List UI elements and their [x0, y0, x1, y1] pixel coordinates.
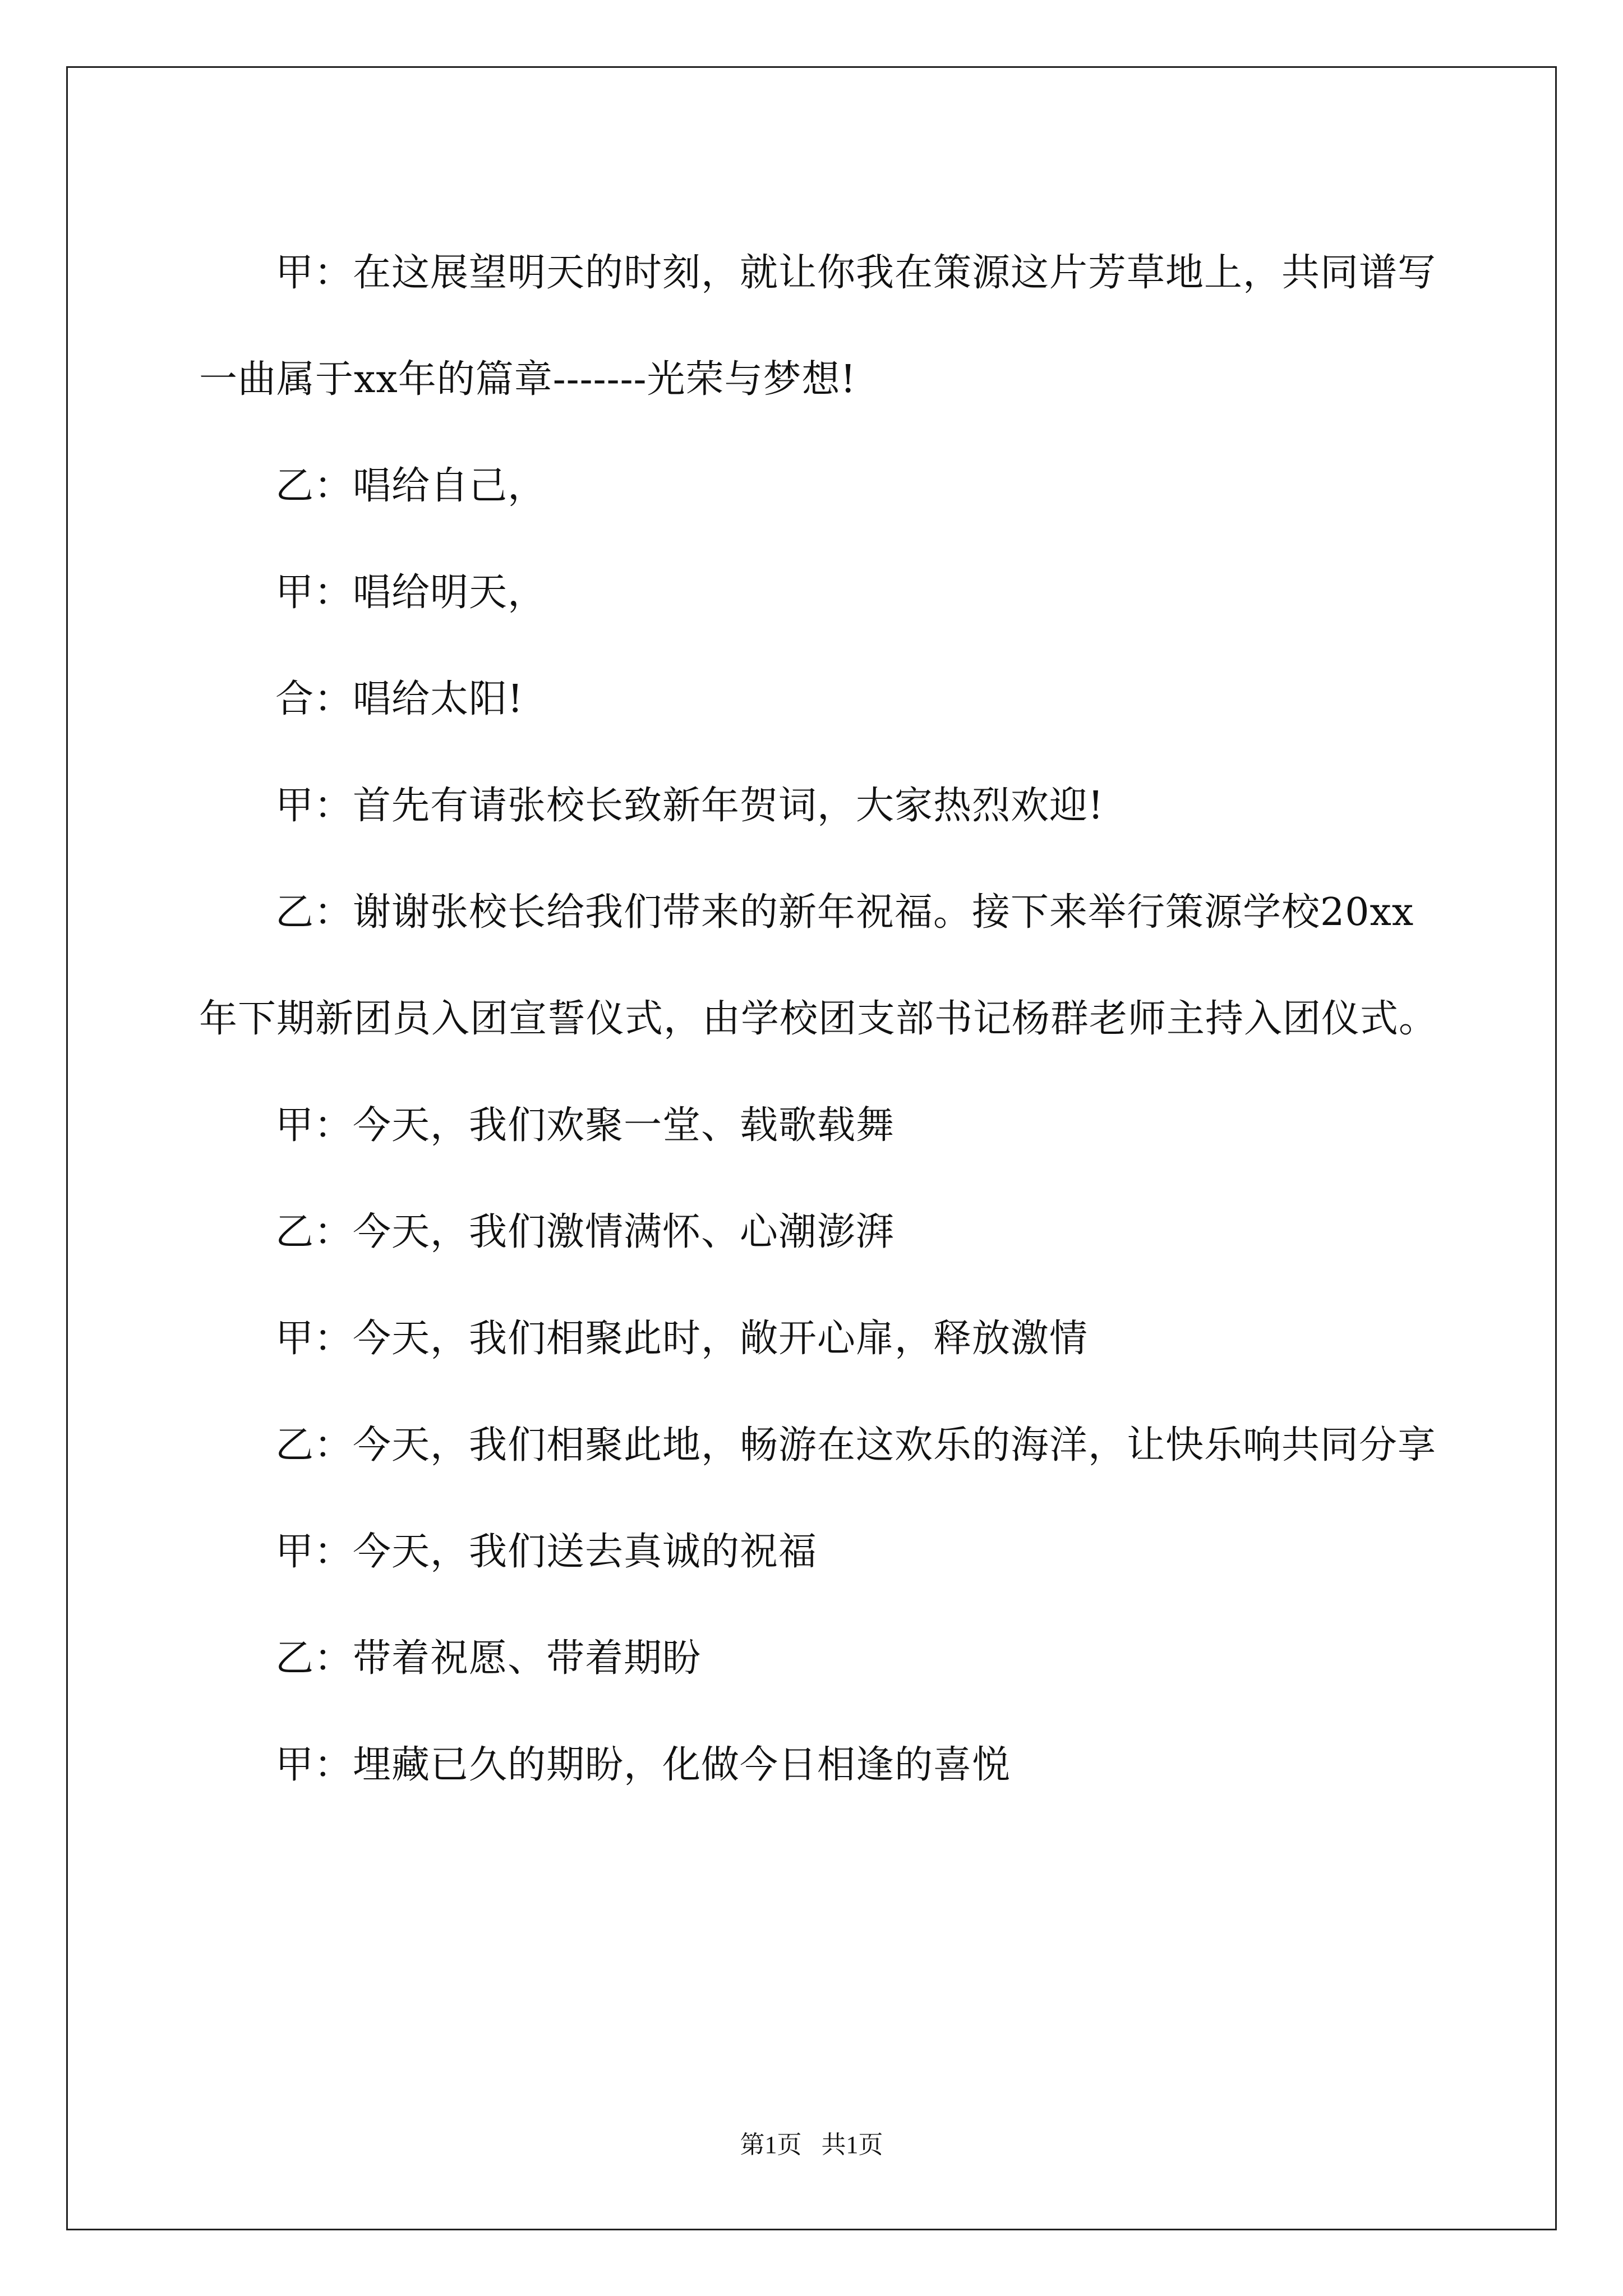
- document-body: [199, 220, 1438, 1819]
- paragraph: 乙：谢谢张校长给我们带来的新年祝福。接下来举行策源学校20xx年下期新团员入团宣誓仪式，由学校团支部书记杨群老师主持入团仪式。: [199, 890, 1438, 1041]
- paragraph: 甲：今天，我们送去真诚的祝福: [275, 1530, 818, 1574]
- paragraph: 乙：唱给自己，: [275, 464, 547, 508]
- page-footer: [0, 2128, 1623, 2162]
- paragraph: 甲：在这展望明天的时刻，就让你我在策源这片芳草地上，共同谱写一曲属于xx年的篇章-------光荣与梦想!: [199, 251, 1437, 402]
- paragraph: 乙：带着祝愿、带着期盼: [275, 1636, 702, 1681]
- paragraph: 甲：今天，我们欢聚一堂、载歌载舞: [275, 1103, 895, 1148]
- page-number: 第1页: [740, 2131, 802, 2159]
- paragraph: 甲：唱给明天，: [275, 570, 547, 615]
- paragraph: 甲：今天，我们相聚此时，敞开心扉，释放激情: [275, 1317, 1089, 1361]
- paragraph: 合：唱给太阳!: [275, 677, 524, 721]
- paragraph: 甲：埋藏已久的期盼，化做今日相逢的喜悦: [275, 1743, 1011, 1787]
- paragraph: 乙：今天，我们相聚此地，畅游在这欢乐的海洋，让快乐响共同分享: [275, 1423, 1437, 1467]
- paragraph: 甲：首先有请张校长致新年贺词，大家热烈欢迎!: [275, 784, 1104, 828]
- page-total: 共1页: [821, 2131, 883, 2159]
- paragraph: 乙：今天，我们激情满怀、心潮澎湃: [275, 1210, 895, 1254]
